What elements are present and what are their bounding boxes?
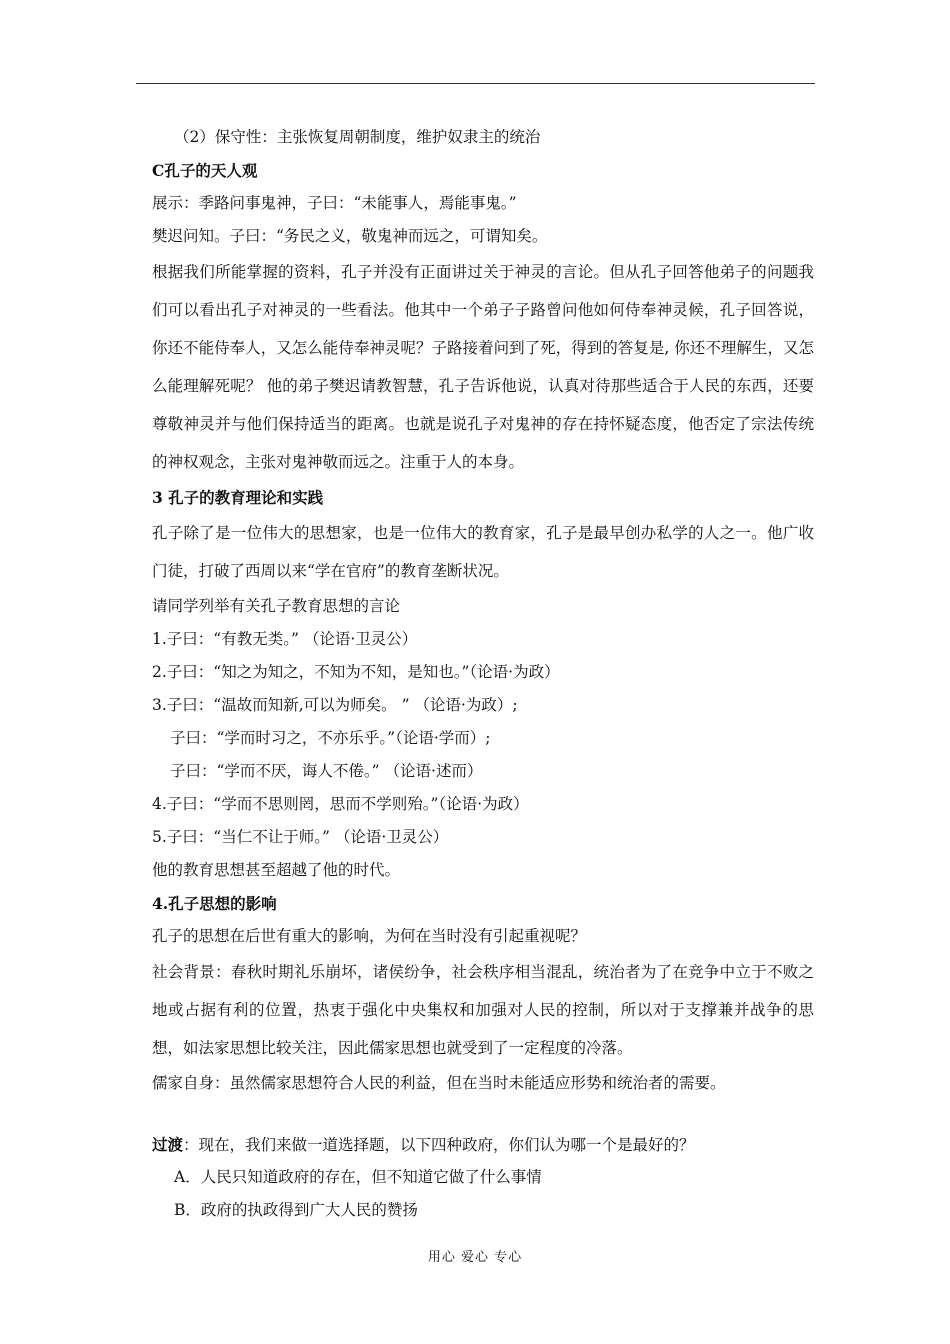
transition-label: 过渡 bbox=[152, 1135, 184, 1154]
text-line: 他的教育思想甚至超越了他的时代。 bbox=[152, 861, 401, 879]
transition-line bbox=[152, 1128, 814, 1161]
paragraph: 孔子除了是一位伟大的思想家，也是一位伟大的教育家，孔子是最早创办私学的人之一。他广收门徒，打破了西周以来“学在官府”的教育垄断状况。 bbox=[152, 524, 814, 580]
header-rule bbox=[136, 83, 815, 84]
text-line: 樊迟问知。子曰：“务民之义，敬鬼神而远之，可谓知矣。 bbox=[152, 227, 548, 245]
text-line: 儒家自身：虽然儒家思想符合人民的利益，但在当时未能适应形势和统治者的需要。 bbox=[152, 1074, 726, 1092]
quote-item: 1.子曰：“有教无类。” （论语·卫灵公） bbox=[152, 630, 418, 648]
quote-item: 3.子曰：“温故而知新,可以为师矣。 ” （论语·为政）; bbox=[152, 696, 518, 714]
paragraph: 社会背景：春秋时期礼乐崩坏，诸侯纷争，社会秩序相当混乱，统治者为了在竞争中立于不败之地或占据有利的位置，热衷于强化中央集权和加强对人民的控制，所以对于支撑兼并战争的思想，如法家思想比较关注，因此儒家思想也就受到了一定程度的冷落。 bbox=[152, 963, 814, 1057]
quote-item: 子曰：“学而不厌，诲人不倦。” （论语·述而） bbox=[170, 762, 483, 780]
text-line: 请同学列举有关孔子教育思想的言论 bbox=[152, 597, 401, 615]
text-line: 展示：季路问事鬼神，子曰：“未能事人，焉能事鬼。” bbox=[152, 194, 517, 212]
option-a: A．人民只知道政府的存在，但不知道它做了什么事情 bbox=[174, 1168, 542, 1186]
quote-item: 2.子曰：“知之为知之，不知为不知，是知也。”（论语·为政） bbox=[152, 663, 560, 681]
text-line: （2）保守性：主张恢复周朝制度，维护奴隶主的统治 bbox=[174, 128, 541, 146]
section-heading: 3 孔子的教育理论和实践 bbox=[152, 488, 324, 507]
page-footer: 用心 爱心 专心 bbox=[427, 1250, 523, 1265]
document-body bbox=[152, 121, 814, 1227]
paragraph: 根据我们所能掌握的资料，孔子并没有正面讲过关于神灵的言论。但从孔子回答他弟子的问题我们可以看出孔子对神灵的一些看法。他其中一个弟子子路曾问他如何侍奉神灵候，孔子回答说，你还不能侍奉人，又怎么能侍奉神灵呢？子路接着问到了死，得到的答复是, 你还不理解生，又怎么能理解死呢？ 他的弟子樊迟请教智慧，孔子告诉他说，认真对待那些适合于人民的东西，还要尊敬神灵并与他们保持适当的距离。也就是说孔子对鬼神的存在持怀疑态度，他否定了宗法传统的神权观念，主张对鬼神敬而远之。注重于人的本身。 bbox=[152, 263, 814, 471]
section-heading: 4.孔子思想的影响 bbox=[152, 894, 277, 913]
option-b: B．政府的执政得到广大人民的赞扬 bbox=[174, 1201, 418, 1219]
spacer bbox=[152, 1100, 814, 1128]
quote-item: 4.子曰：“学而不思则罔，思而不学则殆。”（论语·为政） bbox=[152, 795, 529, 813]
text-line: 孔子的思想在后世有重大的影响，为何在当时没有引起重视呢？ bbox=[152, 927, 587, 945]
quote-item: 子曰：“学而时习之，不亦乐乎。”（论语·学而）; bbox=[170, 729, 491, 747]
section-heading: C孔子的天人观 bbox=[152, 161, 258, 180]
quote-item: 5.子曰：“当仁不让于师。” （论语·卫灵公） bbox=[152, 828, 449, 846]
transition-text: ：现在，我们来做一道选择题，以下四种政府，你们认为哪一个是最好的？ bbox=[183, 1136, 695, 1154]
